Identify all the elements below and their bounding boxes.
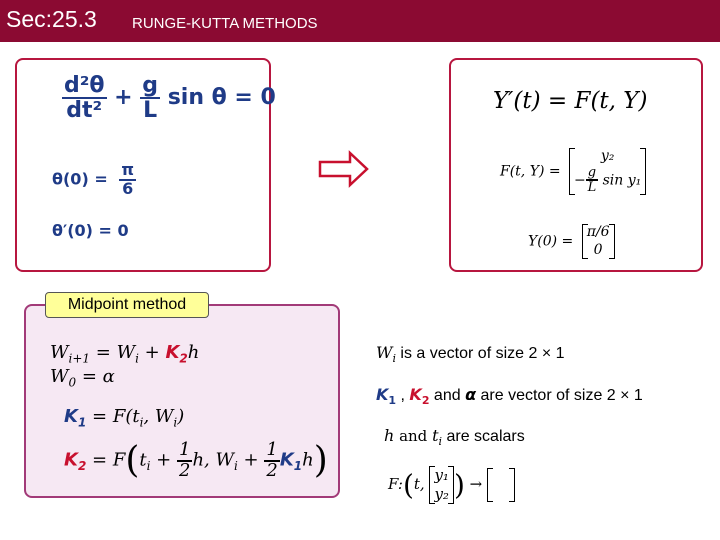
note-W-vector: $W_i$ is a vector of size 2 × 1 bbox=[376, 343, 565, 366]
F-row-1: y₂ bbox=[600, 148, 615, 164]
g-over-L-fraction: $\frac{g}{L}$ bbox=[142, 73, 159, 124]
initial-condition-theta bbox=[52, 162, 136, 198]
F-row-2: − $\frac{g}{L}$ sin y₁ bbox=[574, 164, 642, 196]
Y0-definition bbox=[528, 224, 615, 259]
midpoint-initial-line: $W_0 = \alpha$ bbox=[50, 366, 115, 390]
k2-half-fraction-2: $\frac{1}{2}$ bbox=[266, 438, 278, 481]
Y0-lhs: Y(0) = bbox=[528, 233, 574, 250]
init1-den: 6 bbox=[122, 178, 134, 198]
title-bar bbox=[0, 0, 720, 42]
second-derivative-fraction: $\frac{\text{d²θ}}{\text{dt²}}$ bbox=[64, 73, 105, 124]
Y0-vector bbox=[582, 224, 615, 259]
note-K-alpha-vectors: $K_1$ , $K_2$ and α are vector of size 2 × 1 bbox=[376, 385, 643, 408]
ode-equation-tail: sin θ = 0 bbox=[167, 85, 276, 111]
F-output-vector bbox=[487, 468, 515, 502]
section-title: RUNGE-KUTTA METHODS bbox=[132, 15, 318, 32]
init1-lhs: θ(0) = bbox=[52, 169, 108, 189]
ode-equation: $\frac{\text{d²θ}}{\text{dt²}}$ + $\frac{g}{L}$ sin θ = 0 bbox=[64, 73, 276, 124]
F-input-vector: y₁ y₂ bbox=[429, 466, 454, 504]
initial-condition-theta-prime: θ′(0) = 0 bbox=[52, 221, 129, 240]
k2-half-fraction-1: $\frac{1}{2}$ bbox=[178, 438, 191, 481]
right-arrow-icon bbox=[318, 150, 370, 188]
F-definition bbox=[500, 148, 646, 195]
midpoint-update-line: $W_{i+1} = W_i + K_2h$ bbox=[50, 342, 200, 366]
init1-num: π bbox=[121, 160, 134, 179]
pi-over-6-fraction bbox=[119, 162, 136, 198]
Y0-row-1: π/6 bbox=[586, 224, 610, 240]
midpoint-method-label: Midpoint method bbox=[45, 292, 209, 318]
note-F-mapping: F:(t, y₁ y₂ ) → bbox=[388, 466, 515, 504]
section-number: Sec:25.3 bbox=[6, 6, 97, 32]
F-lhs: F(t, Y) = bbox=[500, 163, 561, 180]
note-scalars: h and $t_i$ are scalars bbox=[384, 426, 525, 449]
system-equation: Y′(t) = F(t, Y) bbox=[493, 88, 648, 114]
F-vector bbox=[569, 148, 646, 195]
K2-definition: $K_2 = F(t_i$ + $\frac{1}{2}$ h, $W_i$ + $\frac{1}{2}$ $K_1h$) bbox=[64, 438, 328, 481]
Y0-row-2: 0 bbox=[593, 241, 603, 258]
K1-definition: $K_1 = F(t_i$, $W_i$) bbox=[64, 406, 185, 430]
